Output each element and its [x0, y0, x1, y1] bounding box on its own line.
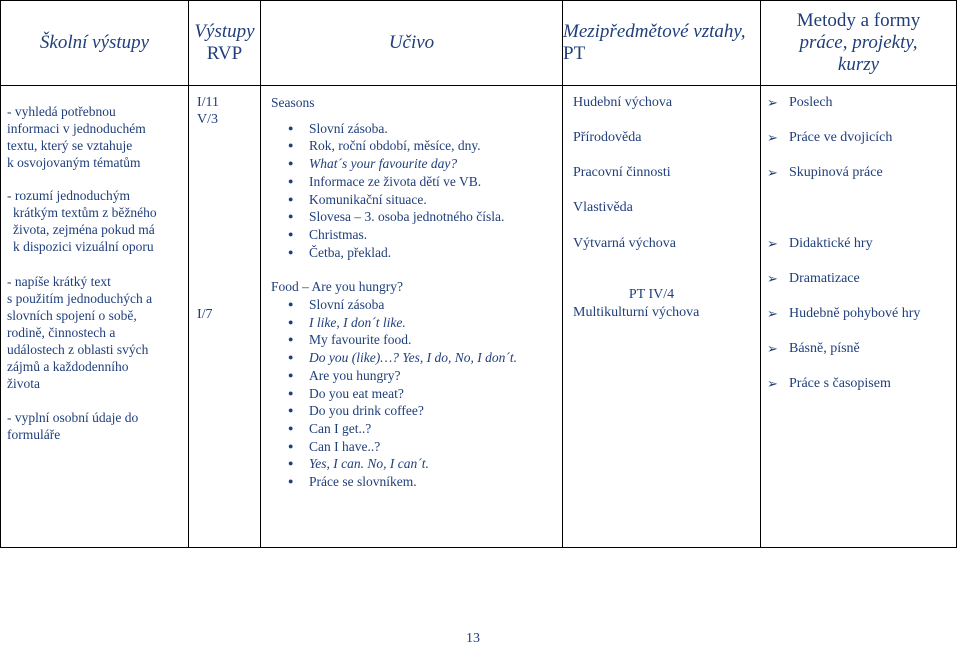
outcome-line: života	[7, 376, 40, 391]
list-item: ● Christmas.	[309, 226, 562, 244]
arrow-bullet-icon: ➢	[767, 341, 778, 356]
outcome-line: informaci v jednoduchém	[7, 121, 146, 136]
outcome-line: k osvojovaným tématům	[7, 155, 141, 170]
outcome-line: - vyhledá potřebnou	[7, 104, 116, 119]
arrow-bullet-icon: ➢	[767, 130, 778, 145]
relation-item: Přírodověda	[573, 130, 642, 145]
relation-item: Vlastivěda	[573, 200, 633, 215]
list-item: ● My favourite food.	[309, 331, 562, 349]
list-item: ● What´s your favourite day?	[309, 155, 562, 173]
outcome-line: - napíše krátký text	[7, 274, 111, 289]
list-item: ● I like, I don´t like.	[309, 314, 562, 332]
list-item: ● Informace ze života dětí ve VB.	[309, 173, 562, 191]
content-row	[1, 86, 957, 548]
arrow-bullet-icon: ➢	[767, 95, 778, 110]
list-item: ● Rok, roční období, měsíce, dny.	[309, 137, 562, 155]
method-item: ➢ Básně, písně	[767, 341, 860, 356]
list-item: ● Četba, překlad.	[309, 244, 562, 262]
outcome-line: slovních spojení o sobě,	[7, 308, 137, 323]
relation-item: PT IV/4	[628, 287, 675, 302]
curriculum-cell	[261, 86, 563, 548]
outcome-line: formuláře	[7, 427, 61, 442]
arrow-bullet-icon: ➢	[767, 165, 778, 180]
rvp-code: I/11	[197, 95, 220, 110]
outcome-line: - rozumí jednoduchým	[7, 188, 130, 203]
method-item: ➢ Práce s časopisem	[767, 376, 891, 391]
outcome-line: událostech z oblasti svých	[7, 342, 149, 357]
method-item: ➢ Didaktické hry	[767, 236, 873, 251]
relation-item: Pracovní činnosti	[573, 165, 671, 180]
rvp-code: I/7	[197, 307, 213, 322]
list-item: ● Práce se slovníkem.	[309, 473, 562, 491]
relation-item: Výtvarná výchova	[573, 236, 677, 251]
arrow-bullet-icon: ➢	[767, 271, 778, 286]
arrow-bullet-icon: ➢	[767, 306, 778, 321]
list-item: ● Can I have..?	[309, 438, 562, 456]
header-curriculum: Učivo	[261, 1, 563, 86]
outcome-line: k dispozici vizuální oporu	[13, 239, 154, 254]
list-item: ● Do you (like)…? Yes, I do, No, I don´t.	[309, 349, 562, 367]
methods-cell	[761, 86, 957, 548]
list-item: ● Are you hungry?	[309, 367, 562, 385]
method-item: ➢ Poslech	[767, 95, 833, 110]
outcome-line: textu, který se vztahuje	[7, 138, 133, 153]
header-rvp: Výstupy RVP	[189, 1, 261, 86]
list-item: ● Do you eat meat?	[309, 385, 562, 403]
header-row	[1, 1, 957, 86]
list-item: ● Slovesa – 3. osoba jednotného čísla.	[309, 208, 562, 226]
outcome-line: života, zejména pokud má	[13, 222, 155, 237]
method-item: ➢ Hudebně pohybové hry	[767, 306, 921, 321]
outcome-line: krátkým textům z běžného	[13, 205, 157, 220]
topic-seasons-title: Seasons	[271, 95, 315, 110]
page-number: 13	[466, 631, 480, 646]
outcome-line: s použitím jednoduchých a	[7, 291, 153, 306]
rvp-code: V/3	[197, 112, 218, 127]
rvp-cell	[189, 86, 261, 548]
list-item: ● Do you drink coffee?	[309, 402, 562, 420]
outcomes-cell	[1, 86, 189, 548]
list-item: ● Komunikační situace.	[309, 191, 562, 209]
list-item: ● Slovní zásoba	[309, 296, 562, 314]
method-item: ➢ Skupinová práce	[767, 165, 883, 180]
header-outcomes: Školní výstupy	[1, 1, 189, 86]
topic-food-list	[261, 296, 562, 491]
method-item: ➢ Práce ve dvojicích	[767, 130, 893, 145]
arrow-bullet-icon: ➢	[767, 236, 778, 251]
topic-seasons-list	[261, 120, 562, 262]
arrow-bullet-icon: ➢	[767, 376, 778, 391]
outcome-line: zájmů a každodenního	[7, 359, 129, 374]
list-item: ● Slovní zásoba.	[309, 120, 562, 138]
list-item: ● Yes, I can. No, I can´t.	[309, 455, 562, 473]
relations-cell	[563, 86, 761, 548]
relation-item: Hudební výchova	[573, 95, 673, 110]
relation-item: Multikulturní výchova	[573, 305, 700, 320]
list-item: ● Can I get..?	[309, 420, 562, 438]
outcome-line: rodině, činnostech a	[7, 325, 116, 340]
header-methods: Metody a formy práce, projekty, kurzy	[761, 1, 957, 86]
outcome-line: - vyplní osobní údaje do	[7, 410, 139, 425]
method-item: ➢ Dramatizace	[767, 271, 860, 286]
header-relations: Mezipředmětové vztahy, PT	[563, 1, 761, 86]
topic-food-title: Food – Are you hungry?	[271, 279, 403, 295]
